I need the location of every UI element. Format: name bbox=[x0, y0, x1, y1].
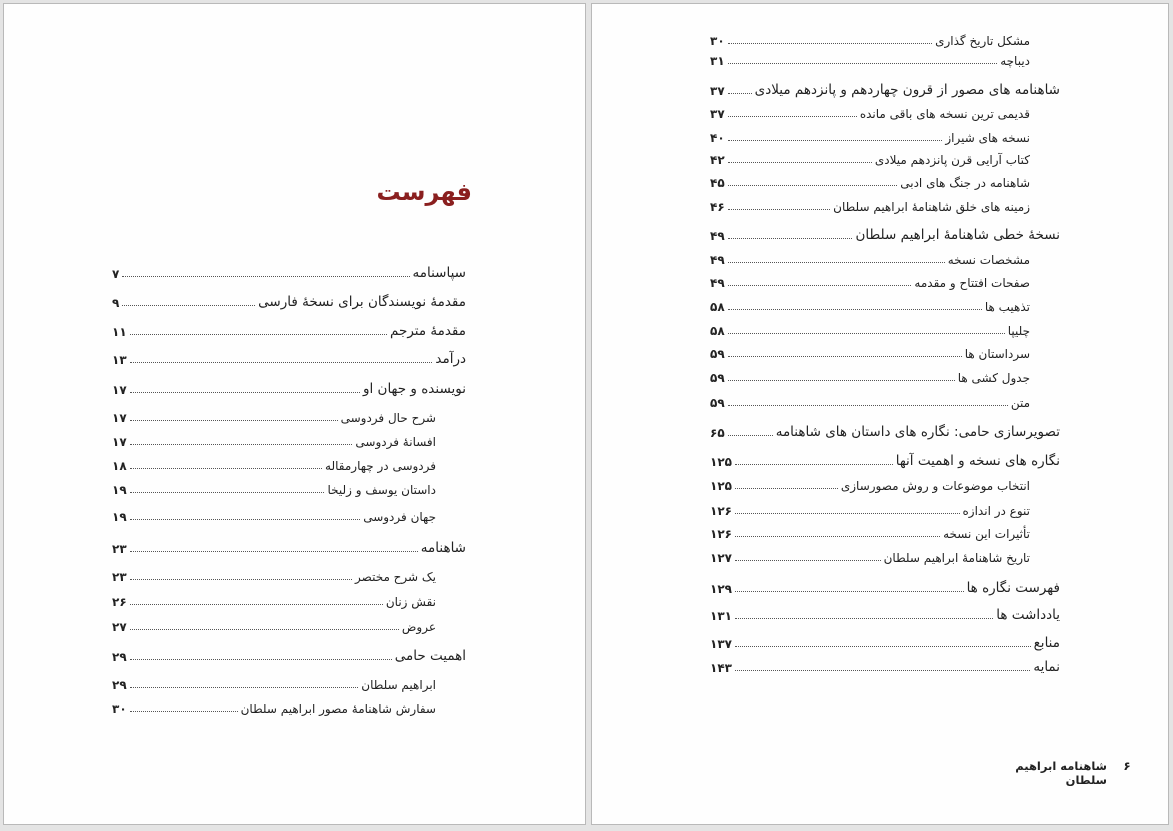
toc-entry-title: درآمد bbox=[435, 351, 466, 367]
toc-entry bbox=[710, 602, 1060, 624]
toc-page-number: ۱۲۷ bbox=[710, 551, 732, 565]
toc-page-number: ۱۱ bbox=[112, 325, 127, 339]
dot-leader bbox=[728, 93, 752, 94]
toc-entry bbox=[112, 643, 466, 665]
toc-entry bbox=[710, 317, 1030, 339]
toc-entry bbox=[710, 146, 1030, 168]
toc-entry-title: شرح حال فردوسی bbox=[340, 411, 436, 425]
toc-entry-title: تذهیب ها bbox=[984, 300, 1030, 314]
toc-page-number: ۲۳ bbox=[112, 570, 127, 584]
toc-entry bbox=[710, 364, 1030, 386]
toc-page-number: ۱۳۷ bbox=[710, 637, 732, 651]
toc-entry-title: جدول کشی ها bbox=[957, 371, 1030, 385]
page-number: ۶ bbox=[1123, 759, 1131, 773]
dot-leader bbox=[728, 63, 998, 64]
dot-leader bbox=[130, 334, 387, 335]
toc-page-number: ۴۲ bbox=[710, 153, 725, 167]
toc-entry bbox=[112, 260, 466, 282]
toc-entry-title: صفحات افتتاح و مقدمه bbox=[914, 276, 1030, 290]
toc-entry-title: یک شرح مختصر bbox=[355, 570, 436, 584]
toc-entry bbox=[710, 575, 1060, 597]
toc-entry bbox=[710, 246, 1030, 268]
dot-leader bbox=[130, 420, 338, 421]
toc-entry bbox=[710, 389, 1030, 411]
dot-leader bbox=[728, 333, 1005, 334]
toc-entry-title: سپاسنامه bbox=[412, 265, 466, 281]
toc-entry-title: مشکل تاریخ گذاری bbox=[935, 34, 1030, 48]
toc-page-number: ۷ bbox=[112, 267, 120, 281]
toc-page-number: ۵۹ bbox=[710, 396, 725, 410]
dot-leader bbox=[735, 488, 838, 489]
toc-page-number: ۴۹ bbox=[710, 276, 725, 290]
toc-entry bbox=[710, 419, 1060, 441]
dot-leader bbox=[728, 185, 898, 186]
toc-page-number: ۲۷ bbox=[112, 620, 127, 634]
toc-entry-title: عروض bbox=[401, 620, 436, 634]
toc-entry bbox=[710, 520, 1030, 542]
toc-entry-title: ابراهیم سلطان bbox=[361, 678, 436, 692]
toc-page-number: ۵۸ bbox=[710, 324, 725, 338]
toc-entry-title: مشخصات نسخه bbox=[947, 253, 1030, 267]
toc-entry bbox=[112, 476, 436, 498]
toc-entry-title: نسخهٔ خطی شاهنامهٔ ابراهیم سلطان bbox=[855, 227, 1060, 243]
toc-entry-title: شاهنامه در جنگ های ادبی bbox=[900, 176, 1030, 190]
dot-leader bbox=[122, 305, 255, 306]
toc-entry-title: اهمیت حامی bbox=[394, 648, 466, 664]
toc-page-number: ۲۹ bbox=[112, 678, 127, 692]
dot-leader bbox=[130, 362, 433, 363]
toc-page-number: ۹ bbox=[112, 296, 120, 310]
toc-entry-title: مقدمهٔ مترجم bbox=[390, 323, 466, 339]
toc-entry bbox=[710, 472, 1030, 494]
toc-entry-title: تنوع در اندازه bbox=[962, 504, 1030, 518]
toc-entry bbox=[710, 27, 1030, 49]
toc-entry-title: فردوسی در چهارمقاله bbox=[325, 459, 436, 473]
toc-entry-title: قدیمی ترین نسخه های باقی مانده bbox=[859, 107, 1030, 121]
toc-entry-title: انتخاب موضوعات و روش مصورسازی bbox=[840, 479, 1030, 493]
toc-title: فهرست bbox=[376, 178, 472, 206]
toc-entry-title: نمایه bbox=[1033, 659, 1060, 675]
toc-page-number: ۴۹ bbox=[710, 229, 725, 243]
toc-entry-title: متن bbox=[1010, 396, 1030, 410]
toc-page-number: ۱۳ bbox=[112, 353, 127, 367]
toc-entry-title: کتاب آرایی قرن پانزدهم میلادی bbox=[874, 153, 1030, 167]
toc-entry-title: نگاره های نسخه و اهمیت آنها bbox=[895, 453, 1060, 469]
toc-page-number: ۴۹ bbox=[710, 253, 725, 267]
dot-leader bbox=[130, 687, 359, 688]
dot-leader bbox=[728, 162, 872, 163]
left-page bbox=[3, 3, 586, 825]
dot-leader bbox=[130, 629, 399, 630]
toc-page-number: ۱۸ bbox=[112, 459, 127, 473]
toc-entry-title: داستان یوسف و زلیخا bbox=[327, 483, 436, 497]
toc-page-number: ۲۶ bbox=[112, 595, 127, 609]
toc-entry bbox=[112, 563, 436, 585]
toc-page-number: ۶۵ bbox=[710, 426, 725, 440]
dot-leader bbox=[130, 492, 325, 493]
dot-leader bbox=[735, 618, 993, 619]
toc-entry bbox=[710, 544, 1030, 566]
toc-page-number: ۱۲۶ bbox=[710, 504, 732, 518]
toc-entry bbox=[112, 671, 436, 693]
toc-entry bbox=[112, 428, 436, 450]
toc-entry bbox=[710, 448, 1060, 470]
toc-entry bbox=[710, 269, 1030, 291]
toc-entry bbox=[112, 588, 436, 610]
toc-entry bbox=[710, 293, 1030, 315]
dot-leader bbox=[735, 560, 881, 561]
toc-entry-title: سرداستان ها bbox=[964, 347, 1030, 361]
toc-entry-title: منابع bbox=[1033, 635, 1060, 651]
toc-entry-title: شاهنامه های مصور از قرون چهاردهم و پانزدهم میلادی bbox=[754, 82, 1060, 98]
toc-entry bbox=[112, 452, 436, 474]
dot-leader bbox=[728, 435, 773, 436]
dot-leader bbox=[728, 405, 1008, 406]
toc-entry bbox=[710, 654, 1060, 676]
toc-page-number: ۱۷ bbox=[112, 411, 127, 425]
toc-entry bbox=[710, 124, 1030, 146]
toc-entry-title: نویسنده و جهان او bbox=[362, 381, 466, 397]
toc-entry-title: افسانهٔ فردوسی bbox=[355, 435, 436, 449]
toc-entry bbox=[710, 497, 1030, 519]
toc-entry-title: فهرست نگاره ها bbox=[966, 580, 1060, 596]
toc-page-number: ۳۰ bbox=[112, 702, 127, 716]
toc-page-number: ۱۹ bbox=[112, 510, 127, 524]
dot-leader bbox=[122, 276, 409, 277]
dot-leader bbox=[728, 43, 932, 44]
toc-entry bbox=[710, 630, 1060, 652]
dot-leader bbox=[130, 392, 360, 393]
toc-page-number: ۳۷ bbox=[710, 107, 725, 121]
toc-entry bbox=[112, 613, 436, 635]
toc-entry bbox=[112, 695, 436, 717]
toc-entry bbox=[112, 503, 436, 525]
toc-entry bbox=[710, 77, 1060, 99]
dot-leader bbox=[130, 711, 238, 712]
toc-entry-title: یادداشت ها bbox=[996, 607, 1060, 623]
toc-page-number: ۱۹ bbox=[112, 483, 127, 497]
toc-page-number: ۵۹ bbox=[710, 371, 725, 385]
toc-entry bbox=[112, 289, 466, 311]
dot-leader bbox=[728, 116, 857, 117]
toc-page-number: ۳۱ bbox=[710, 54, 725, 68]
toc-entry bbox=[710, 169, 1030, 191]
toc-entry bbox=[112, 376, 466, 398]
toc-page-number: ۴۵ bbox=[710, 176, 725, 190]
toc-page-number: ۱۲۵ bbox=[710, 455, 732, 469]
toc-entry-title: شاهنامه bbox=[420, 540, 466, 556]
dot-leader bbox=[735, 670, 1030, 671]
dot-leader bbox=[735, 536, 940, 537]
dot-leader bbox=[735, 591, 964, 592]
toc-entry bbox=[710, 340, 1030, 362]
toc-page-number: ۵۸ bbox=[710, 300, 725, 314]
dot-leader bbox=[130, 519, 361, 520]
toc-entry-title: تصویرسازی حامی: نگاره های داستان های شاهنامه bbox=[775, 424, 1060, 440]
dot-leader bbox=[130, 551, 418, 552]
toc-entry-title: دیباچه bbox=[1000, 54, 1030, 68]
toc-page-number: ۱۷ bbox=[112, 383, 127, 397]
toc-page-number: ۱۴۳ bbox=[710, 661, 732, 675]
toc-entry bbox=[710, 193, 1030, 215]
toc-page-number: ۱۲۶ bbox=[710, 527, 732, 541]
toc-page-number: ۴۰ bbox=[710, 131, 725, 145]
toc-page-number: ۵۹ bbox=[710, 347, 725, 361]
dot-leader bbox=[735, 464, 893, 465]
toc-page-number: ۱۷ bbox=[112, 435, 127, 449]
dot-leader bbox=[130, 659, 392, 660]
toc-page-number: ۴۶ bbox=[710, 200, 725, 214]
toc-entry bbox=[710, 100, 1030, 122]
toc-entry-title: سفارش شاهنامهٔ مصور ابراهیم سلطان bbox=[240, 702, 436, 716]
toc-entry-title: چلیپا bbox=[1007, 324, 1030, 338]
dot-leader bbox=[728, 209, 831, 210]
toc-entry bbox=[710, 47, 1030, 69]
dot-leader bbox=[130, 468, 322, 469]
toc-entry bbox=[112, 346, 466, 368]
dot-leader bbox=[130, 604, 383, 605]
toc-entry-title: مقدمهٔ نویسندگان برای نسخهٔ فارسی bbox=[258, 294, 466, 310]
toc-entry-title: نسخه های شیراز bbox=[945, 131, 1030, 145]
toc-entry-title: زمینه های خلق شاهنامهٔ ابراهیم سلطان bbox=[833, 200, 1030, 214]
toc-entry-title: نقش زنان bbox=[385, 595, 436, 609]
dot-leader bbox=[735, 646, 1031, 647]
dot-leader bbox=[728, 356, 962, 357]
dot-leader bbox=[728, 262, 945, 263]
toc-page-number: ۱۳۱ bbox=[710, 609, 732, 623]
toc-page-number: ۳۷ bbox=[710, 84, 725, 98]
dot-leader bbox=[728, 285, 912, 286]
dot-leader bbox=[728, 140, 943, 141]
toc-page-number: ۲۹ bbox=[112, 650, 127, 664]
toc-page-number: ۱۲۹ bbox=[710, 582, 732, 596]
toc-entry-title: تأثیرات این نسخه bbox=[943, 527, 1030, 541]
right-page bbox=[591, 3, 1169, 825]
toc-entry bbox=[112, 404, 436, 426]
dot-leader bbox=[130, 579, 352, 580]
toc-entry bbox=[112, 535, 466, 557]
toc-entry bbox=[112, 318, 466, 340]
dot-leader bbox=[130, 444, 353, 445]
toc-page-number: ۲۳ bbox=[112, 542, 127, 556]
dot-leader bbox=[728, 238, 853, 239]
running-footer-title: شاهنامه ابراهیم سلطان bbox=[1015, 759, 1107, 787]
toc-page-number: ۱۲۵ bbox=[710, 479, 732, 493]
dot-leader bbox=[735, 513, 960, 514]
dot-leader bbox=[728, 309, 982, 310]
toc-entry bbox=[710, 222, 1060, 244]
dot-leader bbox=[728, 380, 955, 381]
toc-entry-title: تاریخ شاهنامهٔ ابراهیم سلطان bbox=[883, 551, 1030, 565]
toc-entry-title: جهان فردوسی bbox=[363, 510, 436, 524]
toc-page-number: ۳۰ bbox=[710, 34, 725, 48]
